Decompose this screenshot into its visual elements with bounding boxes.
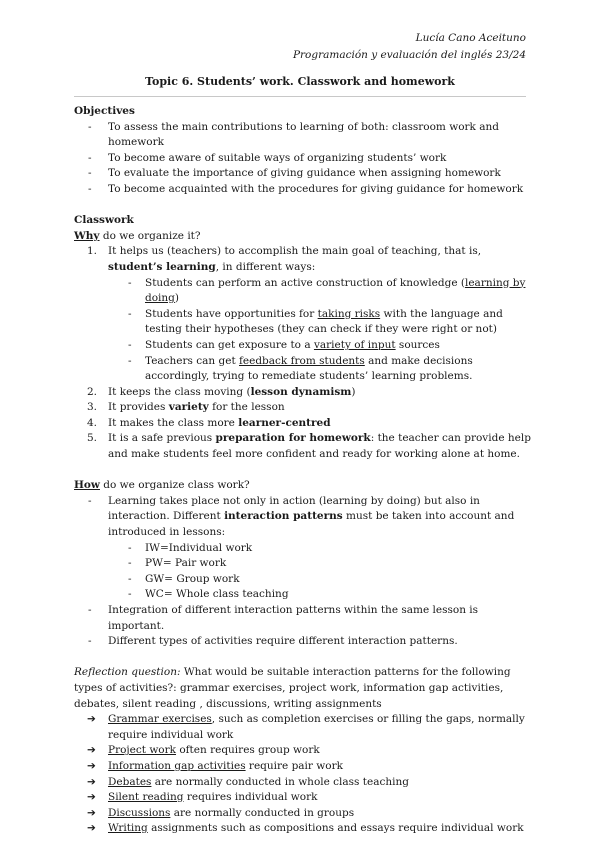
objective-item: - To become aware of suitable ways of organizing students’ work [74, 151, 532, 167]
objective-item: - To assess the main contributions to learning of both: classroom work and homework [88, 120, 499, 149]
page-title: Topic 6. Students’ work. Classwork and homework [145, 75, 455, 88]
arrow-icon: ➔ [87, 791, 96, 804]
reason-item: 4. It makes the class more learner-centred [87, 416, 331, 429]
answer-item: ➔ Writing assignments such as compositions and essays require individual work [74, 821, 532, 837]
classwork-heading: Classwork [74, 214, 134, 227]
way-item: - Students can get exposure to a variety of input sources [74, 338, 532, 354]
dash-bullet: - [128, 338, 132, 351]
dash-bullet: - [88, 635, 92, 648]
answer-item: ➔ Grammar exercises, such as completion exercises or filling the gaps, normally require individual work [87, 713, 525, 741]
arrow-icon: ➔ [87, 713, 96, 726]
document-body [74, 104, 532, 837]
reason-item: 2. It keeps the class moving (lesson dynamism) [87, 385, 356, 398]
how-item: - Integration of different interaction patterns within the same lesson is important. [88, 604, 479, 632]
dash-bullet: - [128, 588, 132, 601]
pattern-item: - GW= Group work [74, 572, 532, 588]
dash-bullet: - [128, 557, 132, 570]
why-question: Why do we organize it? [74, 229, 201, 242]
reflection-question: Reflection question: What would be suitable interaction patterns for the following types of activities?: grammar exercises, project work, information gap activities, debates, silent reading , discussions, writing assignments [74, 666, 511, 710]
title-divider [74, 96, 526, 97]
how-item: - Different types of activities require different interaction patterns. [74, 634, 532, 650]
header-author: Lucía Cano Aceituno [415, 32, 526, 44]
answer-item: ➔ Debates are normally conducted in whole class teaching [74, 775, 532, 791]
dash-bullet: - [88, 604, 92, 616]
answer-item: ➔ Information gap activities require pair work [74, 759, 532, 775]
reason-item: 1. It helps us (teachers) to accomplish the main goal of teaching, that is, student’s learning, in different ways: [87, 245, 482, 273]
dash-bullet: - [128, 307, 132, 320]
pattern-item: - IW=Individual work [74, 541, 532, 557]
arrow-icon: ➔ [87, 759, 96, 772]
arrow-icon: ➔ [87, 775, 96, 788]
objective-item: - To evaluate the importance of giving guidance when assigning homework [74, 166, 532, 182]
answer-item: ➔ Silent reading requires individual work [74, 790, 532, 806]
arrow-icon: ➔ [87, 822, 96, 835]
dash-bullet: - [88, 151, 92, 164]
answer-item: ➔ Discussions are normally conducted in groups [74, 806, 532, 822]
reason-item: 3. It provides variety for the lesson [87, 401, 285, 414]
how-question: How do we organize class work? [74, 479, 250, 492]
way-item: - Teachers can get feedback from students and make decisions accordingly, trying to remediate students’ learning problems. [128, 354, 473, 383]
objectives-heading: Objectives [74, 105, 135, 117]
objective-item: - To become acquainted with the procedures for giving guidance for homework [74, 182, 532, 198]
pattern-item: - PW= Pair work [74, 556, 532, 572]
dash-bullet: - [128, 541, 132, 554]
dash-bullet: - [128, 572, 132, 585]
dash-bullet: - [88, 494, 92, 507]
dash-bullet: - [88, 182, 92, 195]
way-item: - Students can perform an active construction of knowledge (learning by doing) [128, 276, 526, 305]
pattern-item: - WC= Whole class teaching [74, 587, 532, 603]
reason-item: 5. It is a safe previous preparation for homework: the teacher can provide help and make students feel more confident and ready for working alone at home. [87, 432, 531, 461]
dash-bullet: - [128, 354, 132, 367]
arrow-icon: ➔ [87, 744, 96, 757]
how-item: - Learning takes place not only in action (learning by doing) but also in interaction. Different interaction patterns must be taken into account and introduced in lessons: [88, 494, 515, 539]
header-course: Programación y evaluación del inglés 23/24 [292, 49, 526, 61]
answer-item: ➔ Project work often requires group work [74, 743, 532, 759]
way-item: - Students have opportunities for taking risks with the language and testing their hypotheses (they can check if they were right or not) [128, 307, 503, 336]
arrow-icon: ➔ [87, 806, 96, 819]
dash-bullet: - [128, 276, 132, 289]
dash-bullet: - [88, 167, 92, 180]
dash-bullet: - [88, 120, 92, 133]
